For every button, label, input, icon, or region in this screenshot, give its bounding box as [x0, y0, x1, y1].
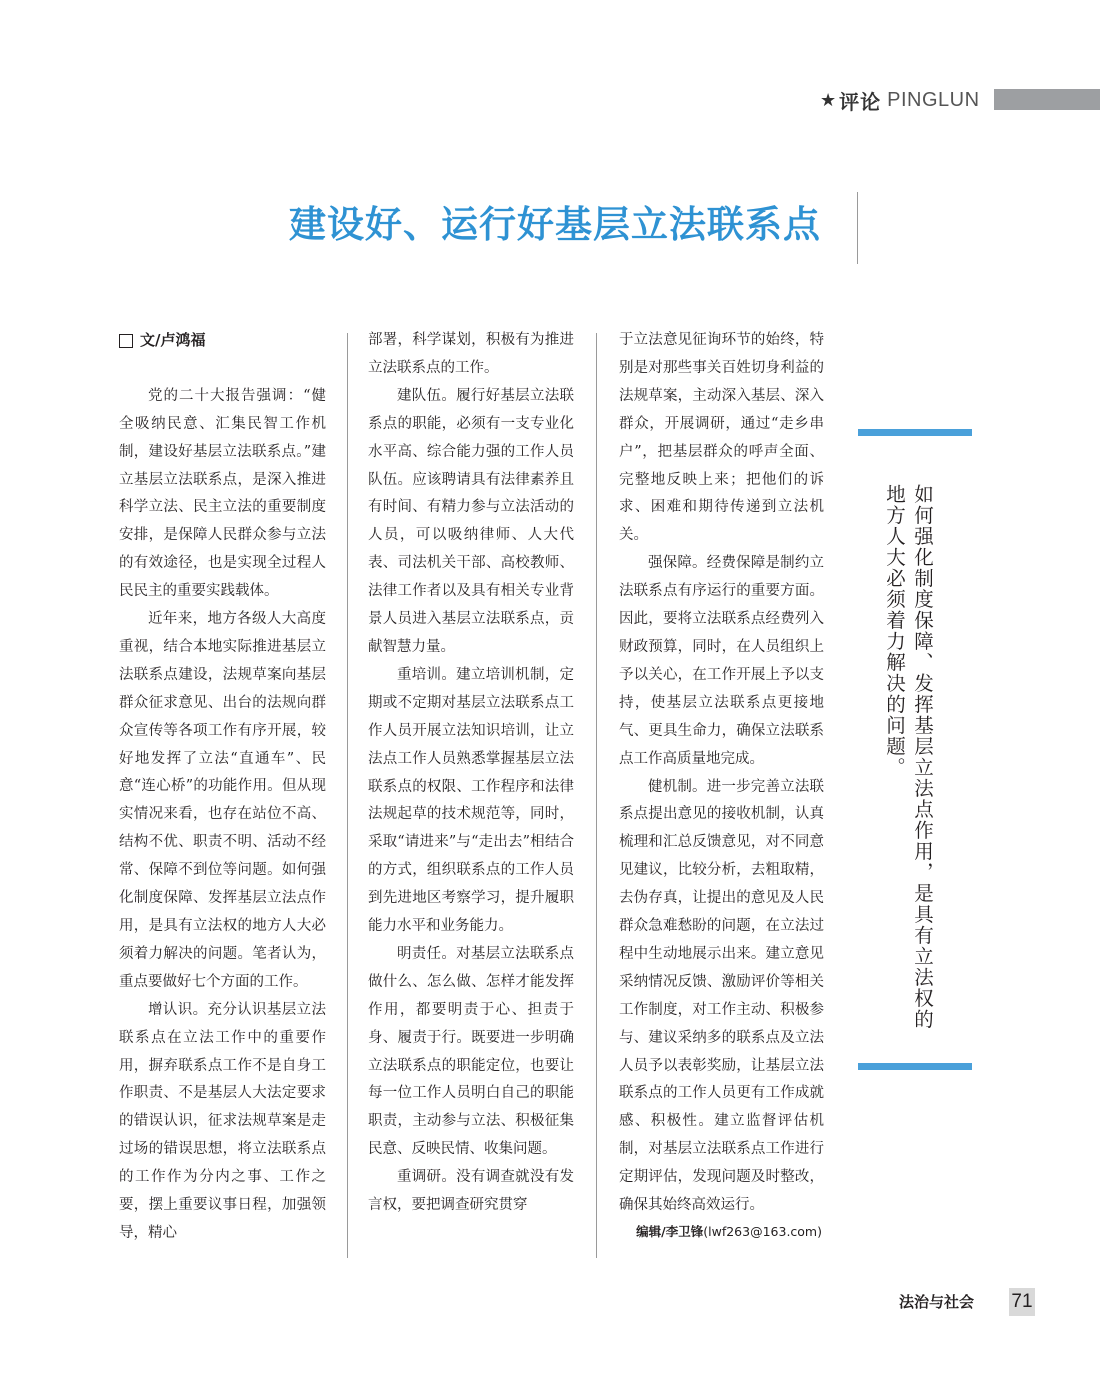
editor-name: 编辑/李卫锋: [636, 1224, 704, 1239]
page-number: 71: [1009, 1288, 1035, 1316]
pullquote-bottom-bar: [858, 1063, 972, 1070]
column-divider: [857, 192, 858, 264]
paragraph: 重调研。没有调查就没有发言权，要把调查研究贯穿: [368, 1169, 574, 1214]
text-column-2: [368, 327, 574, 1220]
paragraph: 增认识。充分认识基层立法联系点在立法工作中的重要作用，摒弃联系点工作不是自身工作职责、不是基层人大法定要求的错误认识，征求法规草案是走过场的错误思想，将立法联系点的工作作为分内之事、工作之要，摆上重要议事日程，加强领导，精心: [119, 1001, 326, 1241]
pullquote-top-bar: [858, 429, 972, 436]
section-label-cn: 评论: [839, 89, 882, 114]
paragraph: 建队伍。履行好基层立法联系点的职能，必须有一支专业化水平高、综合能力强的工作人员队伍。应该聘请具有法律素养且有时间、有精力参与立法活动的人员，可以吸纳律师、人大代表、司法机关干部、高校教师、法律工作者以及具有相关专业背景人员进入基层立法联系点，贡献智慧力量。: [368, 387, 574, 655]
byline: [119, 327, 326, 355]
journal-name: 法治与社会: [899, 1293, 975, 1311]
star-icon: ★: [820, 89, 837, 111]
paragraph: 强保障。经费保障是制约立法联系点有序运行的重要方面。因此，要将立法联系点经费列入财政预算，同时，在人员组织上予以关心，在工作开展上予以支持，使基层立法联系点更接地气、更具生命力，确保立法联系点工作高质量地完成。: [619, 555, 824, 767]
section-label-en: PINGLUN: [887, 88, 980, 111]
paragraph: 明责任。对基层立法联系点做什么、怎么做、怎样才能发挥作用，都要明责于心、担责于身、履责于行。既要进一步明确立法联系点的职能定位，也要让每一位工作人员明白自己的职能职责，主动参与立法、积极征集民意、反映民情、收集问题。: [368, 945, 574, 1158]
text-column-1: [119, 327, 326, 1248]
editor-email: (lwf263@163.com): [703, 1224, 822, 1239]
paragraph: 健机制。进一步完善立法联系点提出意见的接收机制，认真梳理和汇总反馈意见，对不同意见建议，比较分析，去粗取精，去伪存真，让提出的意见及人民群众急难愁盼的问题，在立法过程中生动地展示出来。建立意见采纳情况反馈、激励评价等相关工作制度，对工作主动、积极参与、建议采纳多的联系点及立法人员予以表彰奖励，让基层立法联系点的工作人员更有工作成就感、积极性。建立监督评估机制，对基层立法联系点工作进行定期评估，发现问题及时整改，确保其始终高效运行。: [619, 778, 824, 1214]
section-header-bar: [994, 89, 1100, 110]
article-title: 建设好、运行好基层立法联系点: [289, 203, 821, 246]
paragraph: 党的二十大报告强调：“健全吸纳民意、汇集民智工作机制，建设好基层立法联系点。”建立基层立法联系点，是深入推进科学立法、民主立法的重要制度安排，是保障人民群众参与立法的有效途径，也是实现全过程人民民主的重要实践载体。: [119, 387, 326, 600]
square-icon: [119, 334, 133, 348]
column-divider: [347, 333, 348, 1258]
author: 文/卢鸿福: [140, 331, 206, 349]
pullquote: 如何强化制度保障、发挥基层立法点作用，是具有立法权的地方人大必须着力解决的问题。: [883, 484, 934, 1030]
paragraph: 近年来，地方各级人大高度重视，结合本地实际推进基层立法联系点建设，法规草案向基层群众征求意见、出台的法规向群众宣传等各项工作有序开展，较好地发挥了立法“直通车”、民意“连心桥”的功能作用。但从现实情况来看，也存在站位不高、结构不优、职责不明、活动不经常、保障不到位等问题。如何强化制度保障、发挥基层立法点作用，是具有立法权的地方人大必须着力解决的问题。笔者认为，重点要做好七个方面的工作。: [119, 611, 326, 990]
text-column-3: [619, 327, 824, 1242]
section-header: [820, 86, 980, 114]
column-divider: [596, 333, 597, 1258]
paragraph: 重培训。建立培训机制，定期或不定期对基层立法联系点工作人员开展立法知识培训，让立法点工作人员熟悉掌握基层立法联系点的权限、工作程序和法律法规起草的技术规范等，同时，采取“请进来”与“走出去”相结合的方式，组织联系点的工作人员到先进地区考察学习，提升履职能力水平和业务能力。: [368, 666, 574, 935]
paragraph: 于立法意见征询环节的始终，特别是对那些事关百姓切身利益的法规草案，主动深入基层、深入群众，开展调研，通过“走乡串户”，把基层群众的呼声全面、完整地反映上来；把他们的诉求、困难和期待传递到立法机关。: [619, 332, 824, 544]
paragraph: 部署，科学谋划，积极有为推进立法联系点的工作。: [368, 332, 574, 376]
editor-credit: [619, 1222, 824, 1242]
